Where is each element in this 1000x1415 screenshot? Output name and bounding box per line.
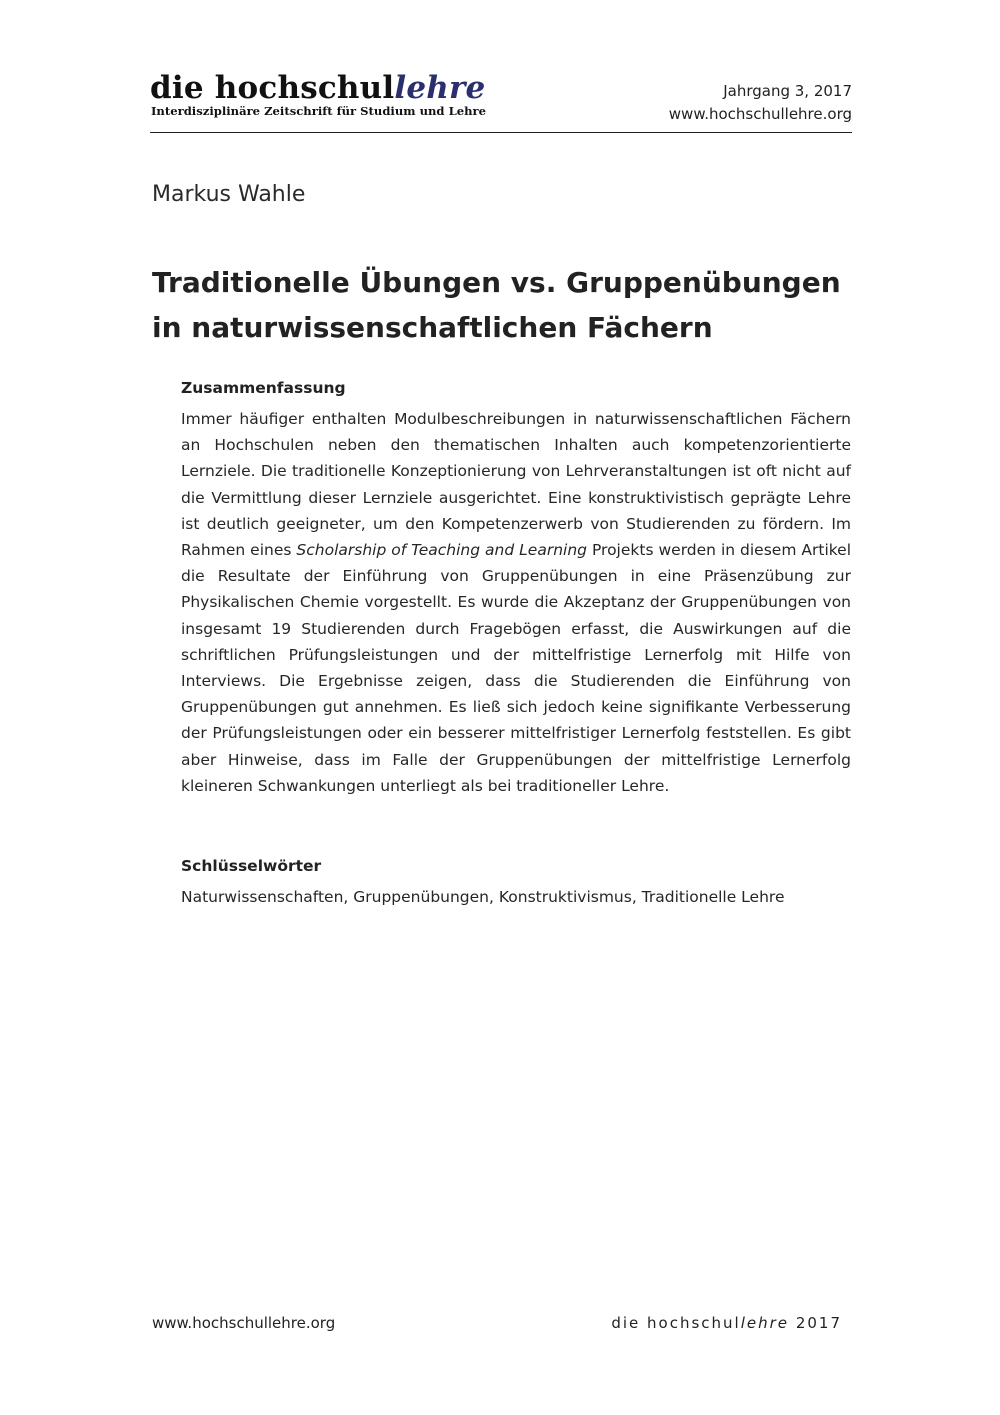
abstract-text-part1: Immer häufiger enthalten Modulbeschreibungen in naturwissenschaftlichen Fächern an Hochschulen neben den thematischen Inhalten auch kompetenzorientierte Lernziele. Die traditionelle Konzeptionierung von Lehrveranstaltungen ist oft nicht auf die Vermittlung dieser Lernziele ausgerichtet. Eine konstruktivistisch geprägte Lehre ist deutlich geeigneter, um den Kompetenzerwerb von Studierenden zu fördern. Im Rahmen eines [181,410,851,560]
abstract-text-italic: Scholarship of Teaching and Learning [296,541,587,560]
abstract-heading: Zusammenfassung [181,379,346,397]
footer-brand-prefix: die hochschul [611,1314,741,1332]
journal-subtitle: Interdisziplinäre Zeitschrift für Studium und Lehre [151,104,487,118]
logo-italic: lehre [394,70,486,106]
keywords-heading: Schlüsselwörter [181,857,322,875]
footer-brand-italic: lehre [740,1314,790,1332]
keywords-section [181,855,851,910]
keywords-text: Naturwissenschaften, Gruppenübungen, Konstruktivismus, Traditionelle Lehre [181,888,785,906]
logo-prefix: die hochschul [150,70,395,106]
footer-brand [611,1314,842,1332]
article-title: Traditionelle Übungen vs. Gruppenübungen in naturwissenschaftlichen Fächern [152,266,841,344]
journal-logo [150,70,485,106]
abstract-section [181,377,851,799]
abstract-text [181,406,851,799]
footer-brand-year: 2017 [789,1314,842,1332]
header-info [669,80,852,126]
abstract-text-part2: Projekts werden in diesem Artikel die Resultate der Einführung von Gruppenübungen in eine Präsenzübung zur Physikalischen Chemie vorgestellt. Es wurde die Akzeptanz der Gruppenübungen von insgesamt 19 Studierenden durch Fragebögen erfasst, die Auswirkungen auf die schriftlichen Prüfungsleistungen und der mittelfristige Lernerfolg mit Hilfe von Interviews. Die Ergebnisse zeigen, dass die Studierenden die Einführung von Gruppenübungen gut annehmen. Es ließ sich jedoch keine signifikante Verbesserung der Prüfungsleistungen oder ein besserer mittelfristiger Lernerfolg feststellen. Es gibt aber Hinweise, dass im Falle der Gruppenübungen der mittelfristige Lernerfolg kleineren Schwankungen unterliegt als bei traditioneller Lehre. [181,541,852,795]
article-author: Markus Wahle [152,182,306,207]
journal-masthead [150,66,852,133]
volume-label: Jahrgang 3, 2017 [723,82,852,100]
header-website-link[interactable]: www.hochschullehre.org [668,105,852,123]
footer-website-link[interactable]: www.hochschullehre.org [152,1314,336,1332]
